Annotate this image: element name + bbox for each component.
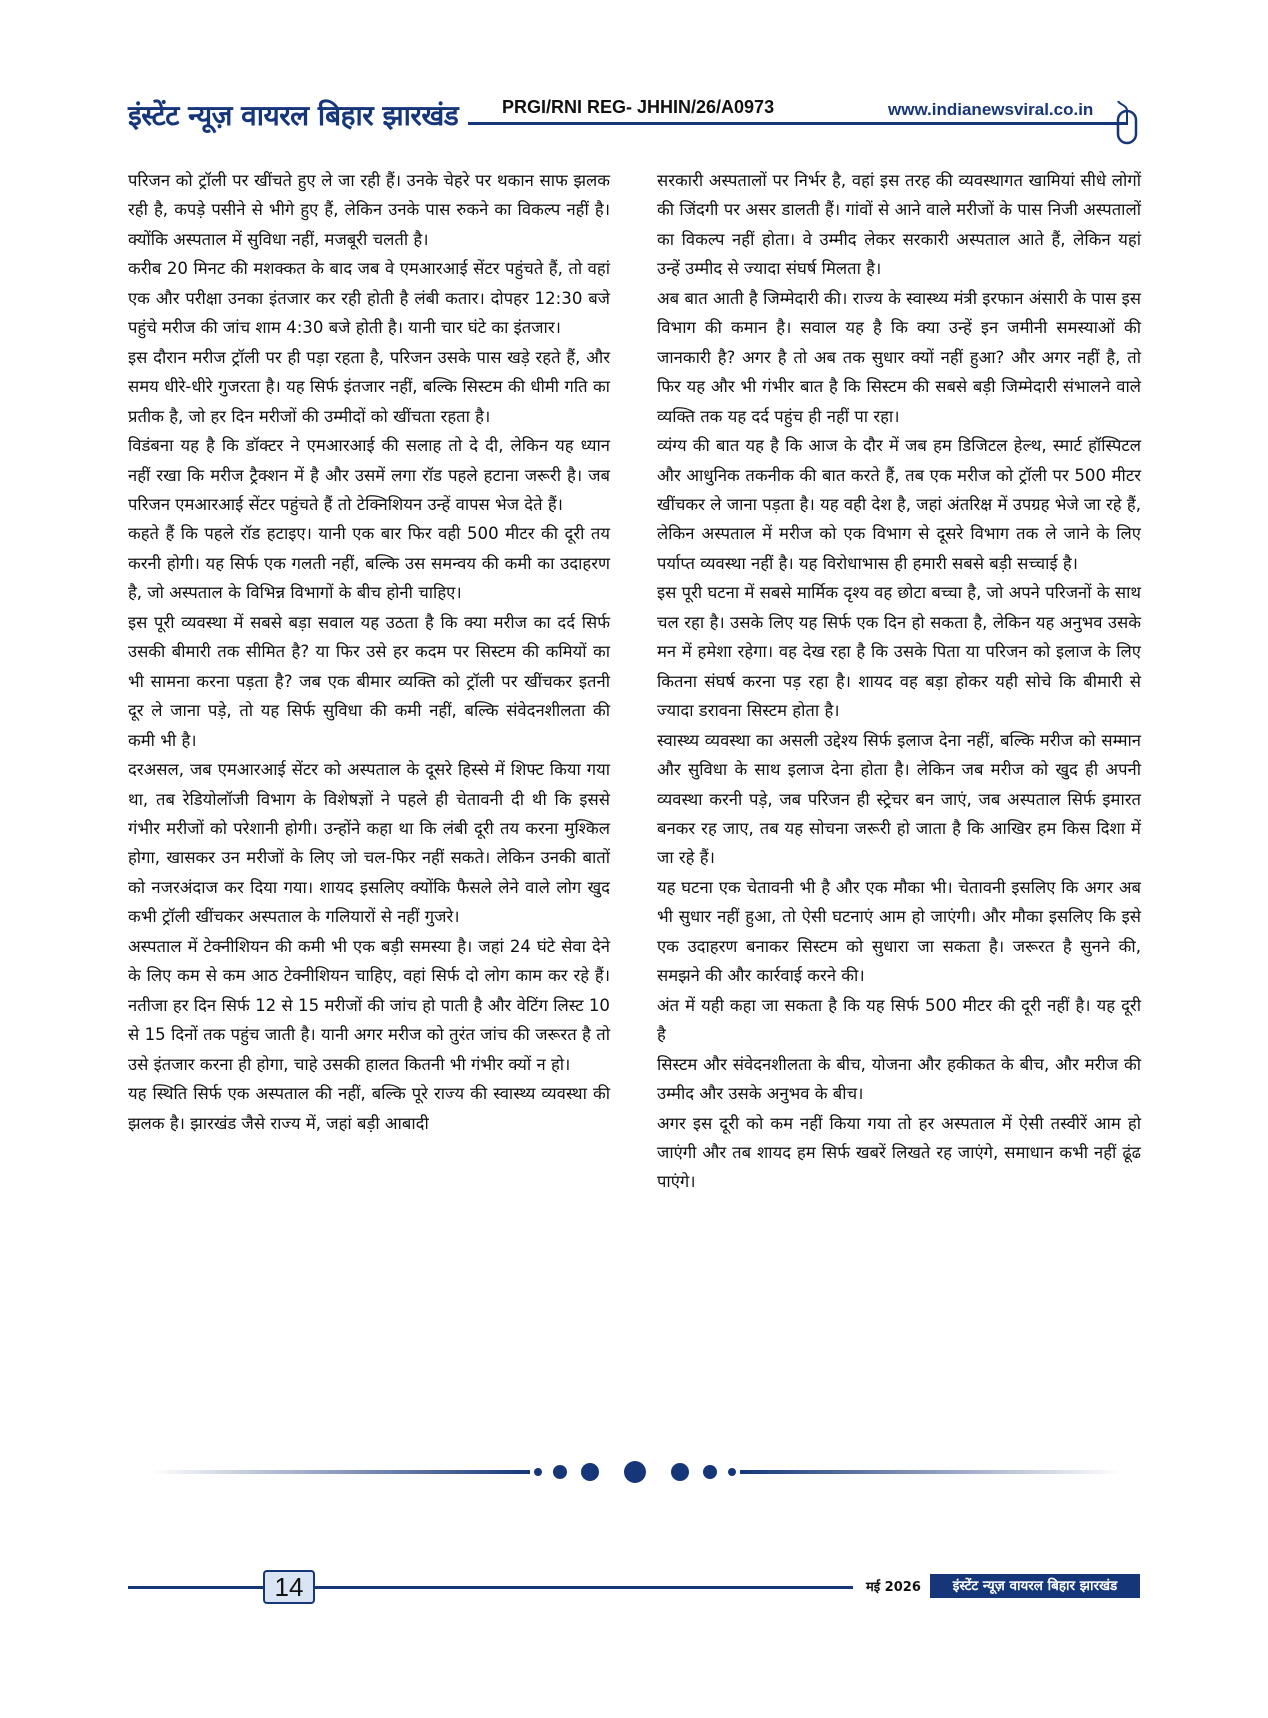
article-paragraph: इस पूरी व्यवस्था में सबसे बड़ा सवाल यह उठता है कि क्या मरीज का दर्द सिर्फ उसकी बीमारी तक सीमित है? या फिर उसे हर कदम पर सिस्टम की कमियों का भी सामना करना पड़ता है? जब एक बीमार व्यक्ति को ट्रॉली पर खींचकर इतनी दूर ले जाना पड़े, तो यह सिर्फ सुविधा की कमी नहीं, बल्कि संवेदनशीलता की कमी भी है। xyxy=(128,612,610,750)
publication-title: इंस्टेंट न्यूज़ वायरल बिहार झारखंड xyxy=(128,99,459,132)
article-paragraph: विडंबना यह है कि डॉक्टर ने एमआरआई की सलाह तो दे दी, लेकिन यह ध्यान नहीं रखा कि मरीज ट्रैक्शन में है और उसमें लगा रॉड पहले हटाना जरूरी है। जब परिजन एमआरआई सेंटर पहुंचते हैं तो टेक्निशियन उन्हें वापस भेज देते हैं। xyxy=(128,436,610,514)
article-paragraph: सरकारी अस्पतालों पर निर्भर है, वहां इस तरह की व्यवस्थागत खामियां सीधे लोगों की जिंदगी पर असर डालती हैं। गांवों से आने वाले मरीजों के पास निजी अस्पतालों का विकल्प नहीं होता। वे उम्मीद लेकर सरकारी अस्पताल आते हैं, लेकिन यहां उन्हें उम्मीद से ज्यादा संघर्ष मिलता है। xyxy=(657,171,1141,279)
page-header xyxy=(0,0,1268,160)
header-rule xyxy=(468,122,1128,125)
article-paragraph: अस्पताल में टेक्नीशियन की कमी भी एक बड़ी समस्या है। जहां 24 घंटे सेवा देने के लिए कम से कम आठ टेक्नीशियन चाहिए, वहां सिर्फ दो लोग काम कर रहे हैं। नतीजा हर दिन सिर्फ 12 से 15 मरीजों की जांच हो पाती है और वेटिंग लिस्ट 10 से 15 दिनों तक पहुंच जाती है। यानी अगर मरीज को तुरंत जांच की जरूरत है तो उसे इंतजार करना ही होगा, चाहे उसकी हालत कितनी भी गंभीर क्यों न हो। xyxy=(128,936,610,1074)
ornamental-divider xyxy=(150,1460,1120,1484)
footer-rule-left xyxy=(128,1586,263,1589)
article-paragraph: स्वास्थ्य व्यवस्था का असली उद्देश्य सिर्फ इलाज देना नहीं, बल्कि मरीज को सम्मान और सुविधा के साथ इलाज देना होता है। लेकिन जब मरीज को खुद ही अपनी व्यवस्था करनी पड़े, जब परिजन ही स्ट्रेचर बन जाएं, जब अस्पताल सिर्फ इमारत बनकर रह जाए, तब यह सोचना जरूरी हो जाता है कि आखिर हम किस दिशा में जा रहे हैं। xyxy=(657,730,1141,868)
article-paragraph: सिस्टम और संवेदनशीलता के बीच, योजना और हकीकत के बीच, और मरीज की उम्मीद और उसके अनुभव के बीच। xyxy=(657,1054,1141,1104)
article-right-column xyxy=(657,166,1141,1197)
article-paragraph: व्यंग्य की बात यह है कि आज के दौर में जब हम डिजिटल हेल्थ, स्मार्ट हॉस्पिटल और आधुनिक तकनीक की बात करते हैं, तब एक मरीज को ट्रॉली पर 500 मीटर खींचकर ले जाना पड़ता है। यह वही देश है, जहां अंतरिक्ष में उपग्रह भेजे जा रहे हैं, लेकिन अस्पताल में मरीज को एक विभाग से दूसरे विभाग तक ले जाने के लिए पर्याप्त व्यवस्था नहीं है। यह विरोधाभास ही हमारी सबसे बड़ी सच्चाई है। xyxy=(657,436,1141,573)
article-paragraph: दरअसल, जब एमआरआई सेंटर को अस्पताल के दूसरे हिस्से में शिफ्ट किया गया था, तब रेडियोलॉजी विभाग के विशेषज्ञों ने पहले ही चेतावनी दी थी कि इससे गंभीर मरीजों को परेशानी होगी। उन्होंने कहा था कि लंबी दूरी तय करना मुश्किल होगा, खासकर उन मरीजों के लिए जो चल-फिर नहीं सकते। लेकिन उनकी बातों को नजरअंदाज कर दिया गया। शायद इसलिए क्योंकि फैसले लेने वाले लोग खुद कभी ट्रॉली खींचकर अस्पताल के गलियारों से नहीं गुजरे। xyxy=(128,760,610,927)
article-paragraph: इस पूरी घटना में सबसे मार्मिक दृश्य वह छोटा बच्चा है, जो अपने परिजनों के साथ चल रहा है। उसके लिए यह सिर्फ एक दिन हो सकता है, लेकिन यह अनुभव उसके मन में हमेशा रहेगा। वह देख रहा है कि उसके पिता या परिजन को इलाज के लिए कितना संघर्ष करना पड़ रहा है। शायद वह बड़ा होकर यही सोचे कि बीमारी से ज्यादा डरावना सिस्टम होता है। xyxy=(657,583,1141,721)
article-paragraph: करीब 20 मिनट की मशक्कत के बाद जब वे एमआरआई सेंटर पहुंचते हैं, तो वहां एक और परीक्षा उनका इंतजार कर रही होती है लंबी कतार। दोपहर 12:30 बजे पहुंचे मरीज की जांच शाम 4:30 बजे होती है। यानी चार घंटे का इंतजार। xyxy=(128,259,610,338)
article-paragraph: अंत में यही कहा जा सकता है कि यह सिर्फ 500 मीटर की दूरी नहीं है। यह दूरी है xyxy=(657,995,1141,1045)
page-number: 14 xyxy=(263,1570,315,1604)
footer-masthead: इंस्टेंट न्यूज़ वायरल बिहार झारखंड xyxy=(930,1574,1140,1598)
article-paragraph: परिजन को ट्रॉली पर खींचते हुए ले जा रही हैं। उनके चेहरे पर थकान साफ झलक रही है, कपड़े पसीने से भीगे हुए हैं, लेकिन उनके पास रुकने का विकल्प नहीं है। क्योंकि अस्पताल में सुविधा नहीं, मजबूरी चलती है। xyxy=(128,171,610,249)
article-paragraph: इस दौरान मरीज ट्रॉली पर ही पड़ा रहता है, परिजन उसके पास खड़े रहते हैं, और समय धीरे-धीरे गुजरता है। यह सिर्फ इंतजार नहीं, बल्कि सिस्टम की धीमी गति का प्रतीक है, जो हर दिन मरीजों की उम्मीदों को खींचता रहता है। xyxy=(128,347,610,426)
issue-date: मई 2026 xyxy=(866,1580,921,1595)
article-paragraph: अब बात आती है जिम्मेदारी की। राज्य के स्वास्थ्य मंत्री इरफान अंसारी के पास इस विभाग की कमान है। सवाल यह है कि क्या उन्हें इन जमीनी समस्याओं की जानकारी है? अगर है तो अब तक सुधार क्यों नहीं हुआ? और अगर नहीं है, तो फिर यह और भी गंभीर बात है कि सिस्टम की सबसे बड़ी जिम्मेदारी संभालने वाले व्यक्ति तक यह दर्द पहुंच ही नहीं पा रहा। xyxy=(657,288,1141,426)
footer-rule-middle xyxy=(315,1586,853,1589)
mouse-logo-icon xyxy=(1112,101,1142,147)
registration-number: PRGI/RNI REG- JHHIN/26/A0973 xyxy=(502,97,775,117)
article-paragraph: यह स्थिति सिर्फ एक अस्पताल की नहीं, बल्कि पूरे राज्य की स्वास्थ्य व्यवस्था की झलक है। झारखंड जैसे राज्य में, जहां बड़ी आबादी xyxy=(128,1084,610,1133)
article-left-column xyxy=(128,166,610,1138)
website-link[interactable]: www.indianewsviral.co.in xyxy=(888,100,1094,119)
article-paragraph: यह घटना एक चेतावनी भी है और एक मौका भी। चेतावनी इसलिए कि अगर अब भी सुधार नहीं हुआ, तो ऐसी घटनाएं आम हो जाएंगी। और मौका इसलिए कि इसे एक उदाहरण बनाकर सिस्टम को सुधारा जा सकता है। जरूरत है सुनने की, समझने की और कार्रवाई करने की। xyxy=(657,877,1141,986)
article-paragraph: अगर इस दूरी को कम नहीं किया गया तो हर अस्पताल में ऐसी तस्वीरें आम हो जाएंगी और तब शायद हम सिर्फ खबरें लिखते रह जाएंगे, समाधान कभी नहीं ढूंढ पाएंगे। xyxy=(657,1113,1141,1192)
article-paragraph: कहते हैं कि पहले रॉड हटाइए। यानी एक बार फिर वही 500 मीटर की दूरी तय करनी होगी। यह सिर्फ एक गलती नहीं, बल्कि उस समन्वय की कमी का उदाहरण है, जो अस्पताल के विभिन्न विभागों के बीच होनी चाहिए। xyxy=(128,524,610,603)
